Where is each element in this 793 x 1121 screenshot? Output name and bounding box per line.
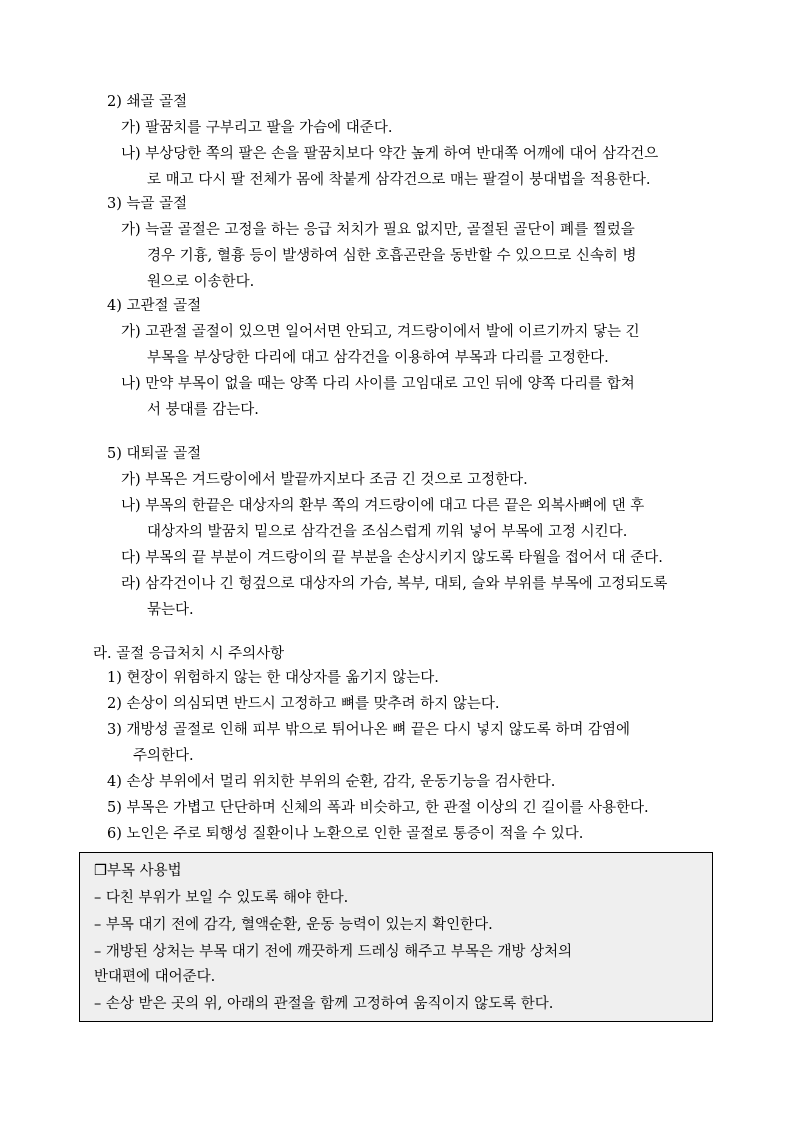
section-heading: 라. 골절 응급처치 시 주의사항	[93, 646, 285, 662]
list-item-continued: 로 매고 다시 팔 전체가 몸에 착붙게 삼각건으로 매는 팔걸이 붕대법을 적용한다.	[147, 172, 651, 188]
box-line: – 다친 부위가 보일 수 있도록 해야 한다.	[94, 890, 349, 906]
heading-clavicle: 2) 쇄골 골절	[107, 94, 188, 110]
list-item: 가) 부목은 겨드랑이에서 발끝까지보다 조금 긴 것으로 고정한다.	[121, 472, 528, 488]
box-line: – 손상 받은 곳의 위, 아래의 관절을 함께 고정하여 움직이지 않도록 한다.	[94, 996, 554, 1012]
box-title: ❒부목 사용법	[94, 863, 182, 879]
list-item: 나) 부상당한 쪽의 팔은 손을 팔꿈치보다 약간 높게 하여 반대쪽 어깨에 대어 삼각건으	[121, 146, 659, 162]
list-item: 4) 손상 부위에서 멀리 위치한 부위의 순환, 감각, 운동기능을 검사한다.	[107, 774, 556, 790]
list-item: 나) 부목의 한끝은 대상자의 환부 쪽의 겨드랑이에 대고 다른 끝은 외복사뼈에 댄 후	[121, 498, 645, 514]
list-item-continued: 주의한다.	[133, 748, 194, 764]
list-item: 2) 손상이 의심되면 반드시 고정하고 뼈를 맞추려 하지 않는다.	[107, 696, 500, 712]
list-item: 가) 팔꿈치를 구부리고 팔을 가슴에 대준다.	[121, 120, 393, 136]
list-item-continued: 서 붕대를 감는다.	[147, 402, 259, 418]
list-item: 6) 노인은 주로 퇴행성 질환이나 노환으로 인한 골절로 통증이 적을 수 있다.	[107, 826, 584, 842]
list-item: 다) 부목의 끝 부분이 겨드랑이의 끝 부분을 손상시키지 않도록 타월을 접어서 대 준다.	[121, 550, 663, 566]
list-item: 가) 늑골 골절은 고정을 하는 응급 처치가 필요 없지만, 골절된 골단이 폐를 찔렀을	[121, 222, 635, 238]
list-item: 라) 삼각건이나 긴 헝겊으로 대상자의 가슴, 복부, 대퇴, 슬와 부위를 부목에 고정되도록	[121, 576, 668, 592]
splint-usage-box	[79, 852, 713, 1022]
box-line: – 부목 대기 전에 감각, 혈액순환, 운동 능력이 있는지 확인한다.	[94, 917, 493, 933]
box-line: 반대편에 대어준다.	[94, 969, 216, 985]
list-item: 나) 만약 부목이 없을 때는 양쪽 다리 사이를 고임대로 고인 뒤에 양쪽 다리를 합쳐	[121, 376, 635, 392]
list-item: 3) 개방성 골절로 인해 피부 밖으로 튀어나온 뼈 끝은 다시 넣지 않도록 하며 감염에	[107, 722, 631, 738]
list-item-continued: 경우 기흉, 혈흉 등이 발생하여 심한 호흡곤란을 동반할 수 있으므로 신속히 병	[147, 248, 637, 264]
list-item-continued: 원으로 이송한다.	[147, 274, 255, 290]
heading-hip: 4) 고관절 골절	[107, 298, 202, 314]
list-item: 1) 현장이 위험하지 않는 한 대상자를 옮기지 않는다.	[107, 670, 439, 686]
heading-femur: 5) 대퇴골 골절	[107, 446, 202, 462]
list-item: 가) 고관절 골절이 있으면 일어서면 안되고, 겨드랑이에서 발에 이르기까지 닿는 긴	[121, 324, 640, 340]
heading-rib: 3) 늑골 골절	[107, 196, 188, 212]
box-line: – 개방된 상처는 부목 대기 전에 깨끗하게 드레싱 해주고 부목은 개방 상처의	[94, 944, 573, 960]
list-item-continued: 부목을 부상당한 다리에 대고 삼각건을 이용하여 부목과 다리를 고정한다.	[147, 350, 609, 366]
list-item-continued: 대상자의 발꿈치 밑으로 삼각건을 조심스럽게 끼워 넣어 부목에 고정 시킨다.	[147, 524, 628, 540]
list-item: 5) 부목은 가볍고 단단하며 신체의 폭과 비슷하고, 한 관절 이상의 긴 길이를 사용한다.	[107, 800, 649, 816]
list-item-continued: 묶는다.	[147, 602, 194, 618]
